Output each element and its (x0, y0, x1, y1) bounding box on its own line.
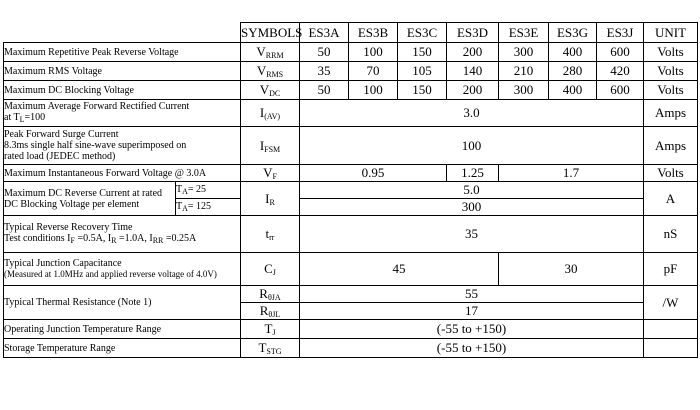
header-row (4, 23, 698, 43)
param-rth: Typical Thermal Resistance (Note 1) (4, 286, 241, 320)
param-vdc: Maximum DC Blocking Voltage (4, 81, 241, 100)
header-part-es3g: ES3G (549, 23, 597, 43)
value-tstg: (-55 to +150) (300, 339, 644, 358)
row-rth-ja (4, 286, 698, 303)
value-cj-es3a-d: 45 (300, 253, 499, 286)
header-parameter-cell (4, 23, 241, 43)
value-cell: 50 (300, 81, 349, 100)
symbol-iav: $I_{(AV)}$ (241, 100, 300, 127)
symbol-rth-jl: $R_{\theta JL}$ (241, 303, 300, 320)
value-rth-jl: 17 (300, 303, 644, 320)
value-cell: 600 (597, 43, 644, 62)
symbol-rth-ja: $R_{\theta JA}$ (241, 286, 300, 303)
cond-ir-125: $T_A= 125$ (176, 199, 241, 216)
unit-vf: Volts (644, 165, 698, 182)
value-vf-es3e-j: 1.7 (499, 165, 644, 182)
symbol-tstg: $T_{STG}$ (241, 339, 300, 358)
value-ir-125: 300 (300, 199, 644, 216)
value-cell: 140 (447, 62, 499, 81)
row-trr (4, 216, 698, 253)
row-tj (4, 320, 698, 339)
unit-tj (644, 320, 698, 339)
value-cell: 600 (597, 81, 644, 100)
symbol-ir: $I_R$ (241, 182, 300, 216)
header-part-es3c: ES3C (398, 23, 447, 43)
symbol-trr: $t_{rr}$ (241, 216, 300, 253)
row-ir-25 (4, 182, 698, 199)
value-cell: 300 (499, 81, 549, 100)
header-part-es3d: ES3D (447, 23, 499, 43)
symbol-ifsm: $I_{FSM}$ (241, 127, 300, 165)
value-cell: 70 (349, 62, 398, 81)
value-cell: 400 (549, 81, 597, 100)
unit-cj: pF (644, 253, 698, 286)
value-iav: 3.0 (300, 100, 644, 127)
value-tj: (-55 to +150) (300, 320, 644, 339)
symbol-cj: $C_J$ (241, 253, 300, 286)
row-vdc (4, 81, 698, 100)
param-vrms: Maximum RMS Voltage (4, 62, 241, 81)
value-ifsm: 100 (300, 127, 644, 165)
unit-vrrm: Volts (644, 43, 698, 62)
row-tstg (4, 339, 698, 358)
row-iav (4, 100, 698, 127)
row-vrrm (4, 43, 698, 62)
row-vrms (4, 62, 698, 81)
value-cell: 100 (349, 43, 398, 62)
unit-ifsm: Amps (644, 127, 698, 165)
value-rth-ja: 55 (300, 286, 644, 303)
header-part-es3e: ES3E (499, 23, 549, 43)
symbol-vrms: $V_{RMS}$ (241, 62, 300, 81)
value-cell: 200 (447, 81, 499, 100)
param-tstg: Storage Temperature Range (4, 339, 241, 358)
header-unit: UNIT (644, 23, 698, 43)
electrical-ratings-table (3, 22, 698, 358)
param-ifsm: Peak Forward Surge Current 8.3ms single half sine-wave superimposed on rated load (JEDEC method) (4, 127, 241, 165)
value-trr: 35 (300, 216, 644, 253)
row-vf (4, 165, 698, 182)
value-cell: 50 (300, 43, 349, 62)
param-cj: Typical Junction Capacitance (Measured at 1.0MHz and applied reverse voltage of 4.0V) (4, 253, 241, 286)
unit-tstg (644, 339, 698, 358)
param-tj: Operating Junction Temperature Range (4, 320, 241, 339)
value-vf-es3a-c: 0.95 (300, 165, 447, 182)
param-iav: Maximum Average Forward Rectified Current at $T_L=100$ (4, 100, 241, 127)
value-cell: 105 (398, 62, 447, 81)
value-cell: 300 (499, 43, 549, 62)
value-cell: 100 (349, 81, 398, 100)
symbol-vrrm: $V_{RRM}$ (241, 43, 300, 62)
symbol-vdc: $V_{DC}$ (241, 81, 300, 100)
unit-vdc: Volts (644, 81, 698, 100)
param-vrrm: Maximum Repetitive Peak Reverse Voltage (4, 43, 241, 62)
value-cj-es3e-j: 30 (499, 253, 644, 286)
unit-trr: nS (644, 216, 698, 253)
value-cell: 400 (549, 43, 597, 62)
value-cell: 200 (447, 43, 499, 62)
unit-iav: Amps (644, 100, 698, 127)
value-cell: 35 (300, 62, 349, 81)
param-ir: Maximum DC Reverse Current at rated DC Blocking Voltage per element (4, 182, 176, 216)
symbol-tj: $T_J$ (241, 320, 300, 339)
symbol-vf: $V_F$ (241, 165, 300, 182)
header-symbols: SYMBOLS (241, 23, 300, 43)
unit-vrms: Volts (644, 62, 698, 81)
value-cell: 150 (398, 81, 447, 100)
unit-ir: A (644, 182, 698, 216)
value-cell: 280 (549, 62, 597, 81)
header-part-es3a: ES3A (300, 23, 349, 43)
value-vf-es3d: 1.25 (447, 165, 499, 182)
param-vf: Maximum Instantaneous Forward Voltage @ 3.0A (4, 165, 241, 182)
value-cell: 150 (398, 43, 447, 62)
value-cell: 210 (499, 62, 549, 81)
value-cell: 420 (597, 62, 644, 81)
ratings-table-container (3, 22, 698, 358)
param-trr: Typical Reverse Recovery Time Test conditions $I_F =0.5A$, $I_R =1.0A$, $I_{RR} =0.25A$ (4, 216, 241, 253)
unit-rth: /W (644, 286, 698, 320)
header-part-es3b: ES3B (349, 23, 398, 43)
row-ifsm (4, 127, 698, 165)
value-ir-25: 5.0 (300, 182, 644, 199)
header-part-es3j: ES3J (597, 23, 644, 43)
cond-ir-25: $T_A= 25$ (176, 182, 241, 199)
row-cj (4, 253, 698, 286)
